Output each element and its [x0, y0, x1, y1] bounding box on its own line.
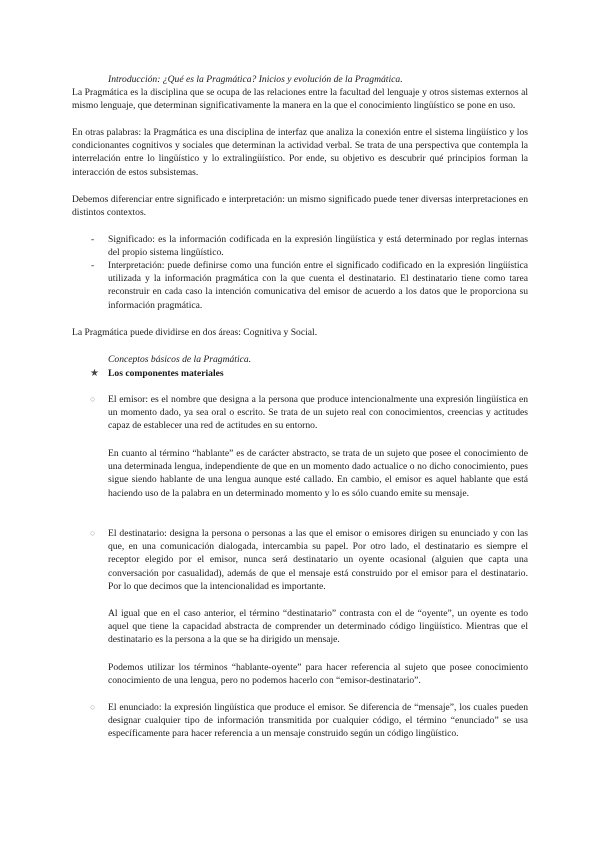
circle-bullet-icon: ○ — [90, 394, 96, 404]
definition-bullet: - — [91, 234, 95, 245]
division-paragraph: La Pragmática puede dividirse en dos áreas: Cognitiva y Social. — [72, 327, 318, 338]
definition-significado: Significado: es la información codificada en la expresión lingüística y está determinado por reglas internas del propio sistema lingüístico. — [108, 234, 528, 259]
destinatario-paragraph-3: Podemos utilizar los términos “hablante-oyente” para hacer referencia al sujeto que posee conocimiento conocimiento de una lengua, pero no podemos hacerlo con “emisor-destinatario”. — [108, 662, 528, 687]
enunciado-paragraph: El enunciado: la expresión lingüística que produce el emisor. Se diferencia de “mensaje”, los cuales pueden designar cualquier tipo de información transmitida por cualquier código, el término “enunciado” se usa específicamente para hacer referencia a un mensaje construido según un código lingüístico. — [108, 702, 528, 740]
destinatario-paragraph-1: El destinatario: designa la persona o personas a las que el emisor o emisores dirigen su enunciado y con las que, en una comunicación dialogada, intercambia su papel. Por otro lado, el destinatario es siempre el receptor elegido por el emisor, nunca será destinatario un oyente ocasional (alguien que capta una conversación por casualidad), además de que el mensaje está construido por el emisor para el destinatario. Por lo que decimos que la intencionalidad es importante. — [108, 528, 528, 592]
intro-heading: Introducción: ¿Qué es la Pragmática? Inicios y evolución de la Pragmática. — [108, 74, 403, 85]
destinatario-paragraph-2: Al igual que en el caso anterior, el término “destinatario” contrasta con el de “oyente”, un oyente es todo aquel que tiene la capacidad abstracta de comprender un determinado código lingüístico. Mientras que el destinatario es la persona a la que se ha dirigido un mensaje. — [108, 608, 528, 646]
star-icon: ★ — [90, 368, 99, 379]
basics-heading: Conceptos básicos de la Pragmática. — [108, 354, 252, 365]
circle-bullet-icon: ○ — [90, 528, 96, 538]
intro-paragraph-2: En otras palabras: la Pragmática es una disciplina de interfaz que analiza la conexión entre el sistema lingüístico y los condicionantes cognitivos y sociales que determinan la actividad verbal. Se trata de una perspectiva que contempla la interrelación entre lo lingüístico y lo extralingüístico. Por ende, su objetivo es descubrir qué principios forman la interacción de estos subsistemas. — [72, 127, 528, 178]
emisor-paragraph-1: El emisor: es el nombre que designa a la persona que produce intencionalmente una expresión lingüística en un momento dado, ya sea oral o escrito. Se trata de un sujeto real con conocimientos, creencias y actitudes capaz de establecer una red de actitudes en su entorno. — [108, 394, 528, 432]
section-title: Los componentes materiales — [108, 368, 224, 379]
intro-paragraph-3: Debemos diferenciar entre significado e interpretación: un mismo significado puede tener diversas interpretaciones en distintos contextos. — [72, 194, 528, 219]
definition-interpretacion: Interpretación: puede definirse como una función entre el significado codificado en la expresión lingüística utilizada y la información pragmática con la que cuenta el destinatario. El destinatario tiene como tarea reconstruir en cada caso la intención comunicativa del emisor de acuerdo a los datos que le proporciona su información pragmática. — [108, 260, 528, 311]
intro-paragraph-1: La Pragmática es la disciplina que se ocupa de las relaciones entre la facultad del lenguaje y otros sistemas externos al mismo lenguaje, que determinan significativamente la manera en la que el conocimiento lingüístico se pone en uso. — [72, 87, 528, 112]
emisor-paragraph-2: En cuanto al término “hablante” es de carácter abstracto, se trata de un sujeto que posee el conocimiento de una determinada lengua, independiente de que en un momento dado actualice o no dicho conocimiento, pues sigue siendo hablante de una lengua aunque esté callado. En cambio, el emisor es aquel hablante que está haciendo uso de la palabra en un determinado momento y lo es sólo cuando emite su mensaje. — [108, 448, 528, 499]
definition-bullet: - — [91, 260, 95, 271]
circle-bullet-icon: ○ — [90, 702, 96, 712]
